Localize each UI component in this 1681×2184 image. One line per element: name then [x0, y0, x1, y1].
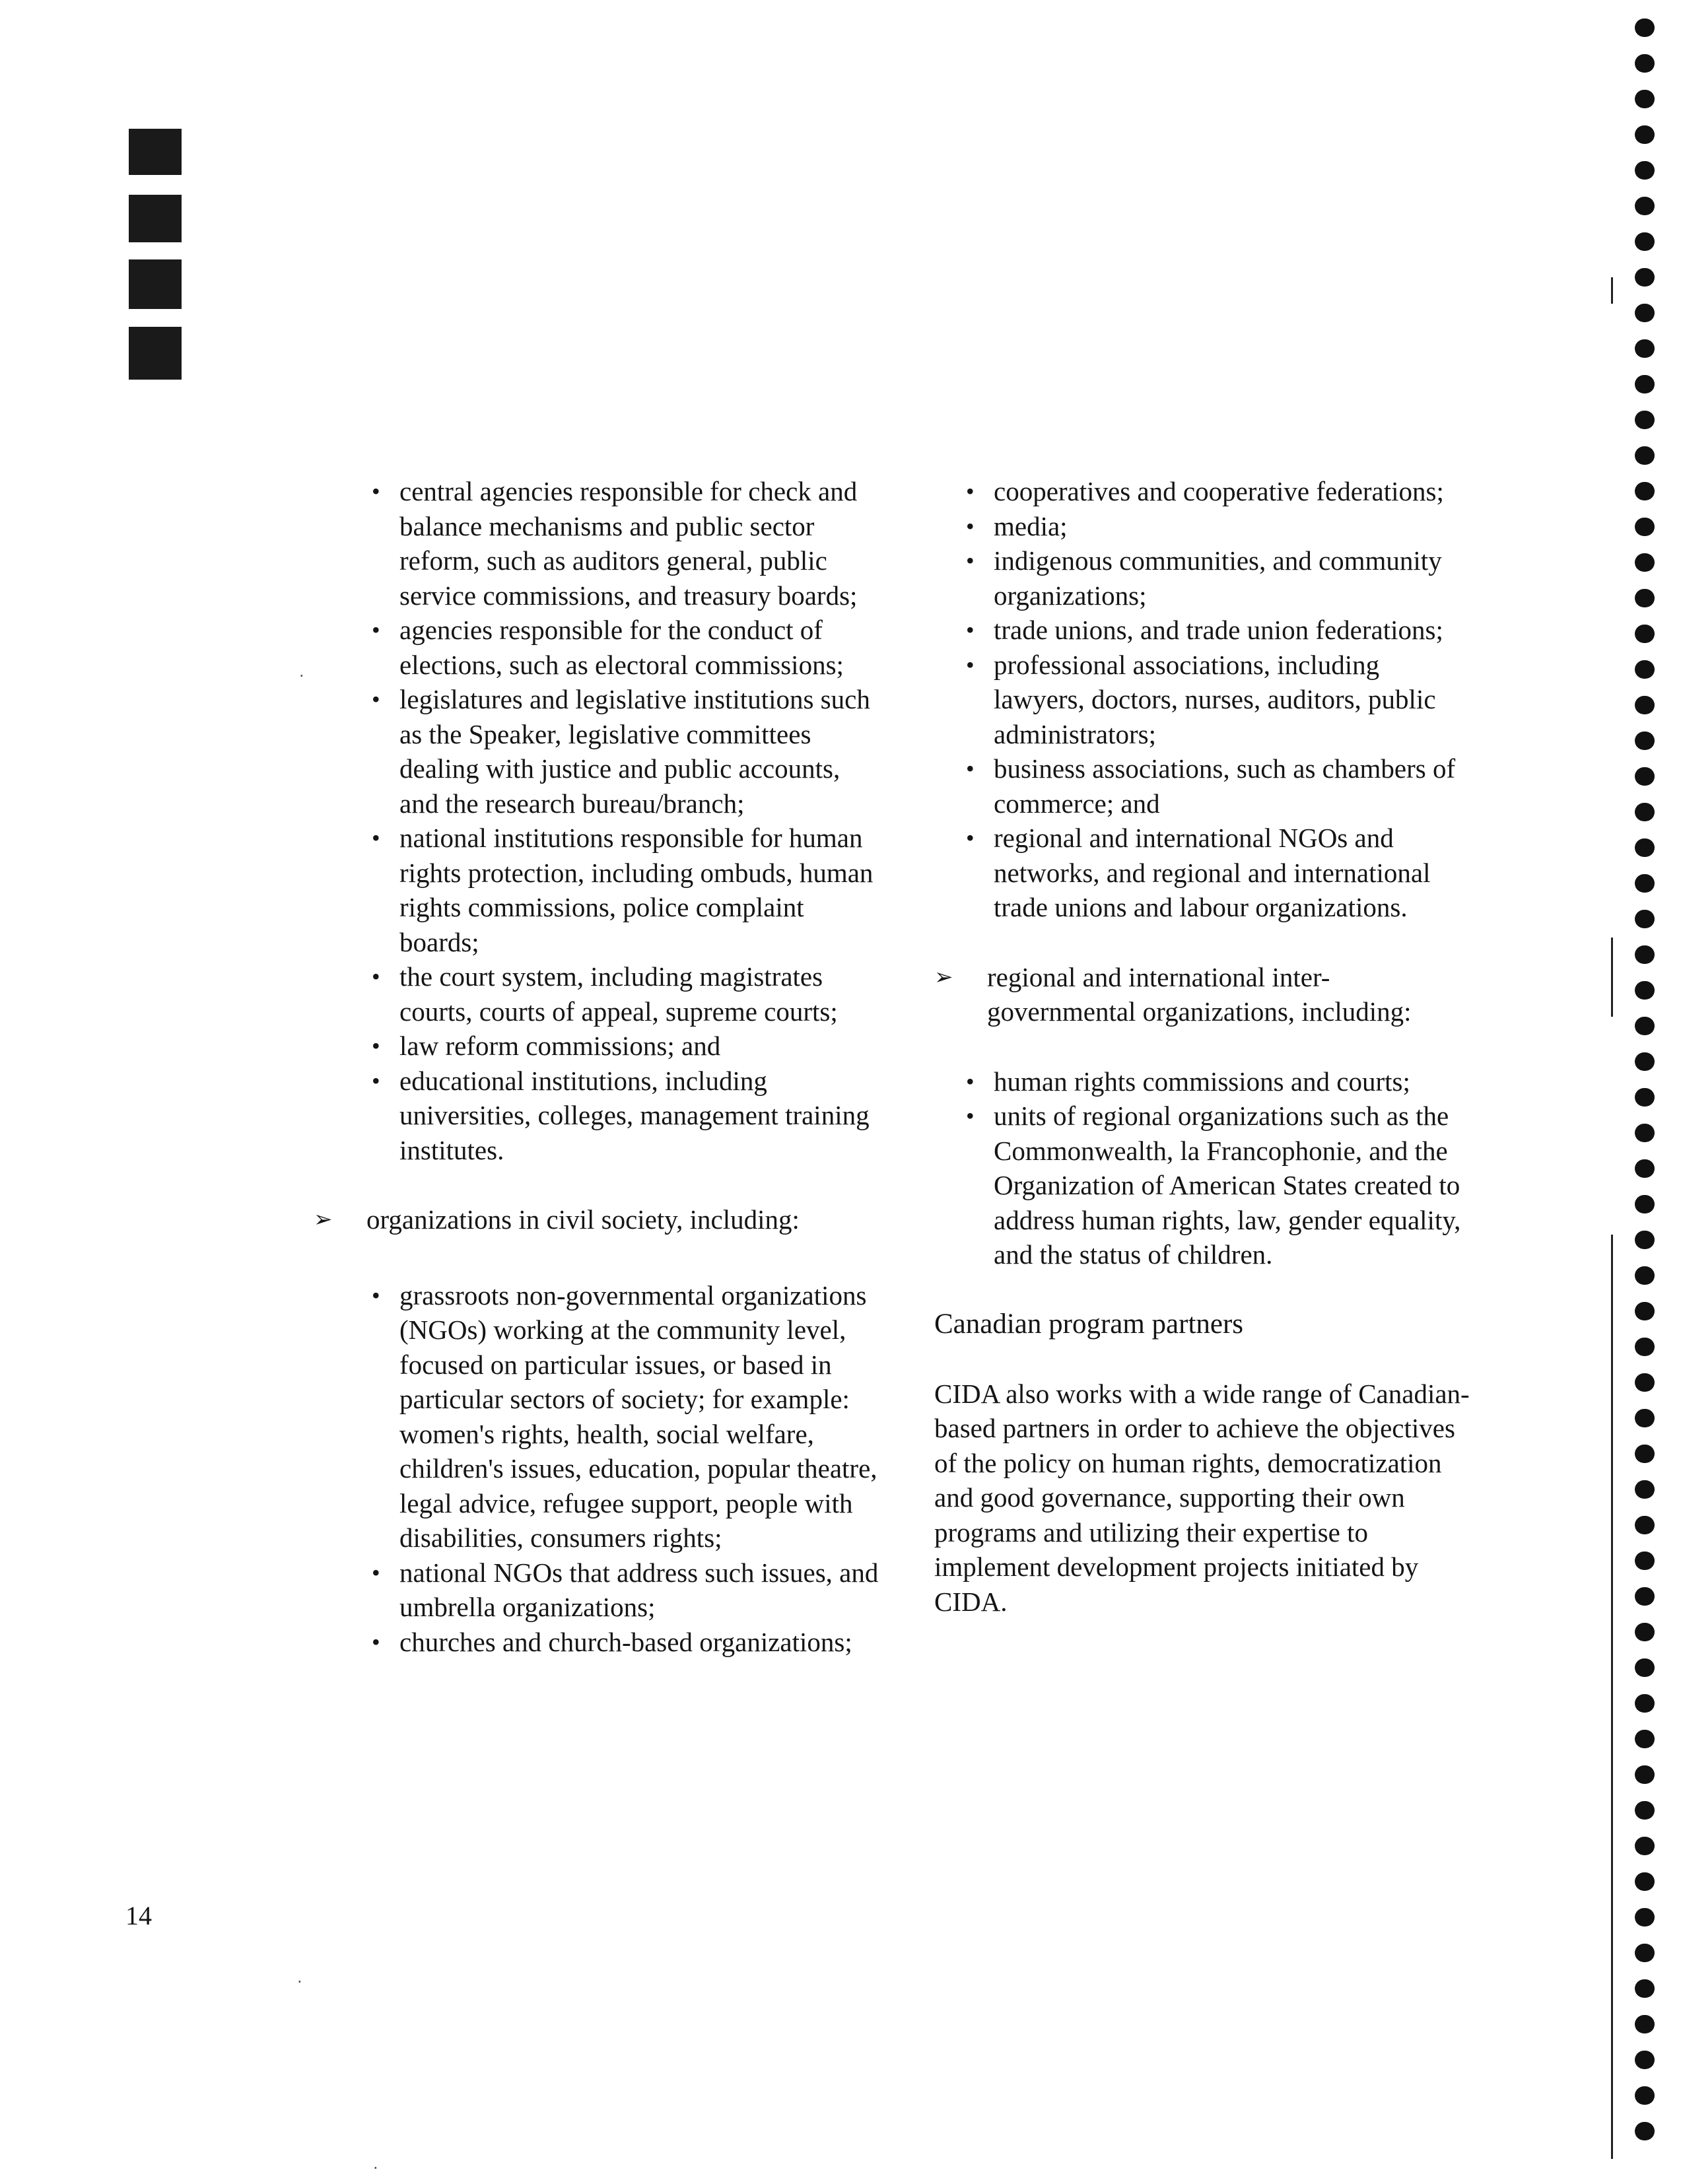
spiral-hole — [1635, 1124, 1655, 1142]
spiral-hole — [1635, 1765, 1655, 1784]
section-tab-1 — [129, 129, 182, 175]
spacer — [934, 1272, 1476, 1307]
section-tab-2 — [129, 195, 182, 242]
spiral-hole — [1635, 518, 1655, 536]
spiral-hole — [1635, 482, 1655, 500]
spiral-hole — [1635, 1052, 1655, 1071]
civil-society-list-continued — [934, 474, 1476, 925]
arrow-list-heading — [934, 960, 1476, 1029]
spiral-hole — [1635, 1480, 1655, 1499]
list-item: • media; — [954, 509, 1476, 544]
spiral-hole — [1635, 589, 1655, 607]
spiral-hole — [1635, 1801, 1655, 1820]
institutions-list — [360, 474, 881, 1167]
scan-speck: · — [373, 2159, 378, 2177]
spiral-hole — [1635, 767, 1655, 786]
binding-edge-line — [1611, 938, 1613, 1017]
list-item: • indigenous communities, and community organizations; — [954, 543, 1476, 613]
spiral-hole — [1635, 1159, 1655, 1178]
spiral-hole — [1635, 981, 1655, 1000]
left-column — [314, 474, 881, 1659]
spiral-hole — [1635, 125, 1655, 144]
spiral-hole — [1635, 732, 1655, 750]
section-tab-4 — [129, 327, 182, 380]
spiral-hole — [1635, 1338, 1655, 1356]
spacer — [360, 1237, 881, 1278]
list-item: • legislatures and legislative institutions such as the Speaker, legislative committees dealing with justice and public accounts, and the research bureau/branch; — [360, 682, 881, 821]
spiral-hole — [1635, 1979, 1655, 1998]
spiral-hole — [1635, 1587, 1655, 1606]
spiral-hole — [1635, 1908, 1655, 1927]
spiral-hole — [1635, 660, 1655, 679]
list-item: • central agencies responsible for check and balance mechanisms and public sector reform, such as auditors general, public service commissions, and treasury boards; — [360, 474, 881, 613]
list-item: • law reform commissions; and — [360, 1029, 881, 1064]
spiral-hole — [1635, 339, 1655, 358]
spiral-hole — [1635, 161, 1655, 180]
spiral-hole — [1635, 1552, 1655, 1570]
spiral-hole — [1635, 1231, 1655, 1249]
list-item: • units of regional organizations such as the Commonwealth, la Francophonie, and the Organization of American States created to address human rights, law, gender equality, and the status of children. — [954, 1099, 1476, 1272]
spiral-hole — [1635, 54, 1655, 73]
spiral-hole — [1635, 2122, 1655, 2140]
intergov-list — [934, 1064, 1476, 1272]
spiral-hole — [1635, 1266, 1655, 1285]
spiral-hole — [1635, 1445, 1655, 1463]
section-heading: Canadian program partners — [934, 1308, 1244, 1340]
spiral-hole — [1635, 910, 1655, 928]
list-item: • cooperatives and cooperative federations; — [954, 474, 1476, 509]
spiral-hole — [1635, 2015, 1655, 2033]
spiral-hole — [1635, 1837, 1655, 1855]
spiral-hole — [1635, 375, 1655, 393]
list-item: • business associations, such as chambers of commerce; and — [954, 751, 1476, 821]
spiral-hole — [1635, 2051, 1655, 2069]
spiral-hole — [1635, 90, 1655, 108]
spiral-hole — [1635, 197, 1655, 215]
spiral-hole — [1635, 696, 1655, 714]
spiral-hole — [1635, 945, 1655, 964]
binding-edge-line — [1611, 277, 1613, 304]
spiral-hole — [1635, 1302, 1655, 1320]
spiral-hole — [1635, 1409, 1655, 1427]
spiral-hole — [1635, 553, 1655, 572]
list-item: • grassroots non-governmental organizations (NGOs) working at the community level, focused on particular issues, or based in particular sectors of society; for example: women's rights, health, social welfare, children's issues, education, popular theatre, legal advice, refugee support, people with disabilities, consumers rights; — [360, 1278, 881, 1555]
spiral-hole — [1635, 1017, 1655, 1035]
spiral-hole — [1635, 838, 1655, 857]
list-item: • professional associations, including lawyers, doctors, nurses, auditors, public administrators; — [954, 648, 1476, 752]
list-item: • agencies responsible for the conduct of elections, such as electoral commissions; — [360, 613, 881, 682]
arrow-bullet-icon: ➢ — [314, 1206, 333, 1233]
right-column — [934, 474, 1476, 1619]
spiral-hole — [1635, 232, 1655, 251]
arrow-list-heading — [314, 1202, 881, 1237]
spacer — [360, 1167, 881, 1202]
spiral-hole — [1635, 1658, 1655, 1677]
intergov-intro: regional and international inter-governmental organizations, including: — [987, 961, 1412, 1027]
page-number: 14 — [125, 1901, 152, 1930]
list-item: • trade unions, and trade union federations; — [954, 613, 1476, 648]
spiral-hole — [1635, 18, 1655, 37]
scan-speck: · — [299, 667, 304, 685]
spiral-hole — [1635, 1516, 1655, 1534]
list-item: • national NGOs that address such issues, and umbrella organizations; — [360, 1555, 881, 1625]
section-tab-3 — [129, 259, 182, 309]
spiral-hole — [1635, 1623, 1655, 1641]
spiral-hole — [1635, 625, 1655, 643]
list-item: • the court system, including magistrates courts, courts of appeal, supreme courts; — [360, 959, 881, 1029]
spiral-hole — [1635, 1195, 1655, 1213]
spiral-hole — [1635, 1088, 1655, 1107]
spiral-hole — [1635, 1872, 1655, 1891]
spiral-hole — [1635, 2086, 1655, 2105]
spiral-hole — [1635, 304, 1655, 322]
spacer — [934, 925, 1476, 960]
scan-speck: · — [297, 1973, 302, 1991]
body-paragraph: CIDA also works with a wide range of Canadian-based partners in order to achieve the objectives of the policy on human rights, democratization and good governance, supporting their own programs and utilizing their expertise to implement development projects initiated by CIDA. — [934, 1378, 1470, 1617]
spiral-hole — [1635, 1944, 1655, 1962]
list-item: • educational institutions, including universities, colleges, management training institutes. — [360, 1064, 881, 1168]
spiral-hole — [1635, 1694, 1655, 1713]
binding-edge-line — [1611, 1235, 1613, 2159]
spiral-binding — [1635, 18, 1655, 2171]
list-item: • regional and international NGOs and networks, and regional and international trade unions and labour organizations. — [954, 821, 1476, 925]
spiral-hole — [1635, 874, 1655, 893]
spiral-hole — [1635, 1730, 1655, 1748]
list-item: • national institutions responsible for human rights protection, including ombuds, human rights commissions, police complaint boards; — [360, 821, 881, 959]
civil-society-intro: organizations in civil society, including: — [366, 1204, 800, 1235]
spiral-hole — [1635, 411, 1655, 429]
list-item: • churches and church-based organizations; — [360, 1625, 881, 1660]
spiral-hole — [1635, 446, 1655, 465]
list-item: • human rights commissions and courts; — [954, 1064, 1476, 1099]
civil-society-list — [360, 1278, 881, 1660]
spacer — [934, 1342, 1476, 1377]
spiral-hole — [1635, 268, 1655, 287]
spacer — [934, 1029, 1476, 1064]
arrow-bullet-icon: ➢ — [934, 963, 953, 990]
spiral-hole — [1635, 803, 1655, 821]
spiral-hole — [1635, 1373, 1655, 1392]
